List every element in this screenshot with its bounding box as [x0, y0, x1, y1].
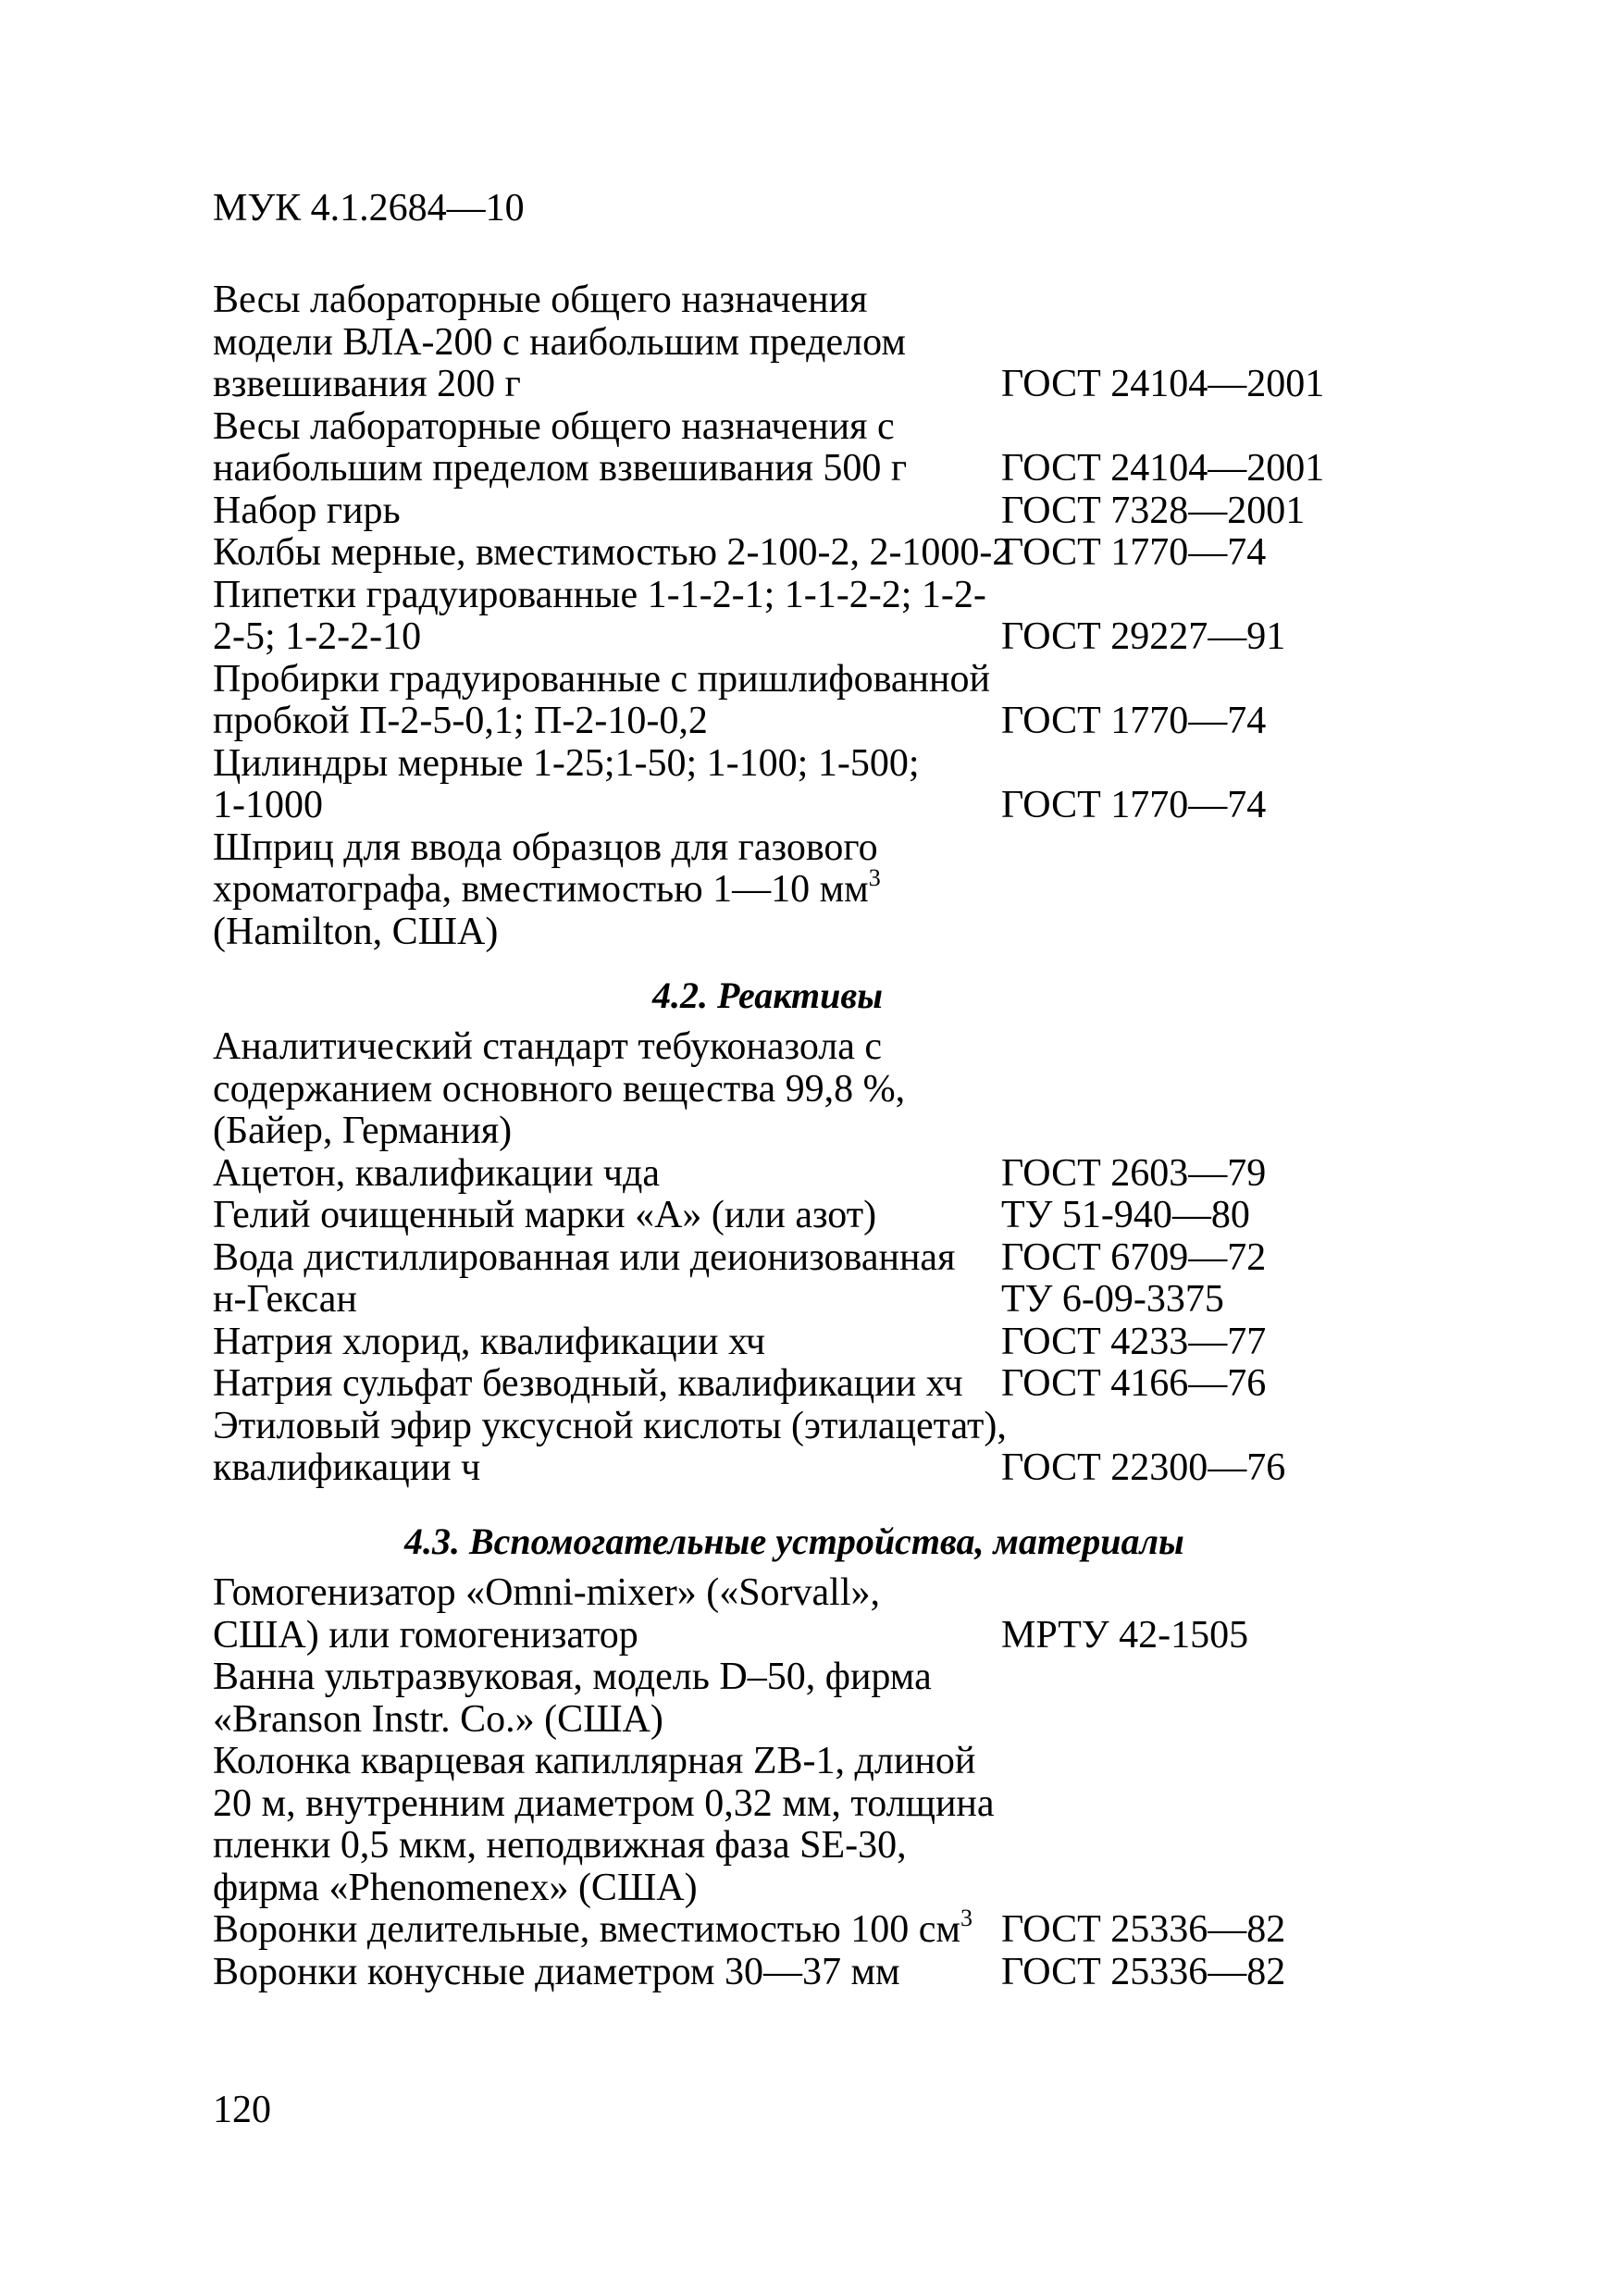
item-standard: ГОСТ 22300—76 [1001, 1446, 1286, 1489]
list-item [213, 1363, 1285, 1406]
item-name: Ванна ультразвуковая, модель D–50, фирма «Branson Instr. Co.» (США) [213, 1656, 932, 1741]
item-name: Аналитический стандарт тебуконазола с содержанием основного вещества 99,8 %, (Байер, Германия) [213, 1025, 906, 1152]
list-item [213, 532, 1324, 575]
item-standard: ГОСТ 1770—74 [1001, 784, 1267, 826]
item-standard: ГОСТ 4166—76 [1001, 1362, 1267, 1405]
list-item [213, 827, 1324, 954]
item-standard: ГОСТ 25336—82 [1001, 1950, 1286, 1993]
item-name: Цилиндры мерные 1-25;1-50; 1-100; 1-500; 1-1000 [213, 741, 920, 826]
list-item [213, 743, 1324, 827]
item-standard: ГОСТ 2603—79 [1001, 1151, 1267, 1195]
item-name: Колонка кварцевая капиллярная ZB-1, длиной 20 м, внутренним диаметром 0,32 мм, толщина пленки 0,5 мкм, неподвижная фаза SE-30, фирма «Phenomenex» (США) [213, 1740, 995, 1909]
item-name: Пробирки градуированные с пришлифованной пробкой П-2-5-0,1; П-2-10-0,2 [213, 657, 990, 742]
item-name: Воронки делительные, вместимостью 100 $см^3$ [213, 1905, 973, 1951]
list-item [213, 1952, 1285, 1994]
list-item [213, 1237, 1285, 1280]
item-standard: ГОСТ 24104—2001 [1001, 363, 1325, 405]
list-item [213, 1657, 1285, 1741]
item-name: н-Гексан [213, 1278, 357, 1321]
item-name: Гелий очищенный марки «А» (или азот) [213, 1194, 877, 1236]
list-item [213, 406, 1324, 490]
list-item [213, 1322, 1285, 1364]
item-standard: ГОСТ 7328—2001 [1001, 489, 1306, 532]
item-name: Этиловый эфир уксусной кислоты (этилацетат), квалификации ч [213, 1404, 1007, 1489]
list-item [213, 1905, 1286, 1952]
list-item [213, 1026, 1285, 1153]
item-standard: ГОСТ 4233—77 [1001, 1320, 1267, 1363]
item-name: Набор гирь [213, 489, 401, 532]
item-standard: ТУ 6-09-3375 [1001, 1278, 1224, 1321]
list-item [213, 490, 1324, 533]
item-name: Колбы мерные, вместимостью 2-100-2, 2-1000-2 [213, 531, 1012, 574]
document-code-header: МУК 4.1.2684—10 [213, 187, 525, 230]
item-standard: ТУ 51-940—80 [1001, 1194, 1250, 1236]
item-name: Весы лабораторные общего назначения модели ВЛА-200 с наибольшим пределом взвешивания 200 г [213, 279, 906, 405]
list-item [213, 1406, 1285, 1490]
item-standard: ГОСТ 6709—72 [1001, 1235, 1267, 1279]
auxiliary-list [213, 1572, 1285, 1993]
list-item [213, 1279, 1285, 1322]
list-item [213, 1741, 1285, 1909]
superscript: 3 [868, 864, 881, 891]
list-item [213, 1572, 1285, 1657]
item-name: Натрия хлорид, квалификации хч [213, 1320, 766, 1363]
item-name: Весы лабораторные общего назначения с наибольшим пределом взвешивания 500 г [213, 404, 908, 490]
item-standard: МРТУ 42-1505 [1001, 1613, 1249, 1657]
item-standard: ГОСТ 25336—82 [1001, 1908, 1286, 1951]
section-heading-auxiliary: 4.3. Вспомогательные устройства, материалы [404, 1520, 1184, 1562]
item-name: Пипетки градуированные 1-1-2-1; 1-1-2-2; 1-2- 2-5; 1-2-2-10 [213, 573, 986, 658]
item-name: Натрия сульфат безводный, квалификации хч [213, 1362, 963, 1405]
item-name: Гомогенизатор «Omni-mixer» («Sorvall», США) или гомогенизатор [213, 1571, 881, 1657]
superscript: 3 [960, 1905, 973, 1931]
item-name: Воронки конусные диаметром 30—37 мм [213, 1950, 900, 1993]
item-standard: ГОСТ 1770—74 [1001, 531, 1267, 574]
reagents-list [213, 1026, 1285, 1490]
section-heading-reagents: 4.2. Реактивы [652, 974, 883, 1016]
item-name: Вода дистиллированная или деионизованная [213, 1235, 956, 1279]
list-item [213, 575, 1324, 659]
list-item [213, 279, 1324, 406]
item-standard: ГОСТ 29227—91 [1001, 615, 1286, 658]
page-number: 120 [213, 2089, 271, 2131]
item-name: Ацетон, квалификации чда [213, 1151, 661, 1195]
item-name: Шприц для ввода образцов для газового хроматографа, вместимостью 1—10 $мм^3$ (Hamilton, США) [213, 825, 881, 953]
list-item [213, 1153, 1285, 1196]
item-standard: ГОСТ 24104—2001 [1001, 447, 1325, 490]
equipment-list [213, 279, 1324, 953]
list-item [213, 1195, 1285, 1237]
list-item [213, 659, 1324, 743]
item-standard: ГОСТ 1770—74 [1001, 700, 1267, 742]
